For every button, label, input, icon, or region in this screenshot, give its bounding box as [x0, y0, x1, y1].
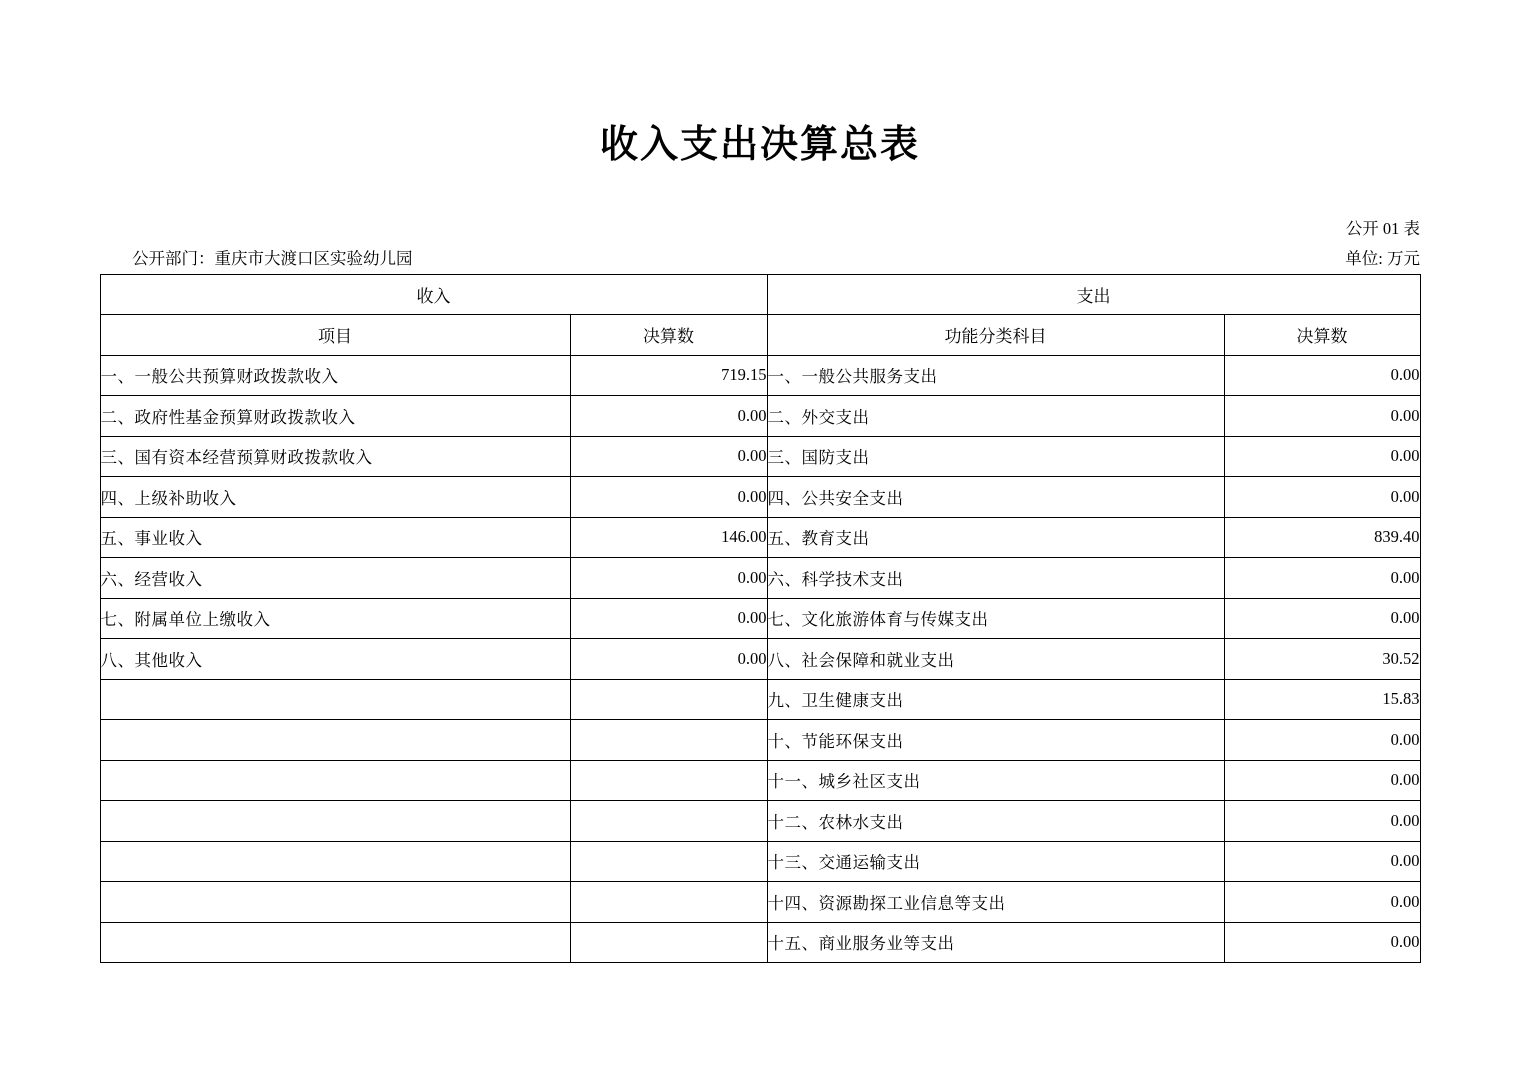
expense-item-cell: 十一、城乡社区支出 [767, 760, 1224, 801]
table-row [100, 436, 1420, 477]
expense-item-cell: 十四、资源勘探工业信息等支出 [767, 882, 1224, 923]
expense-item-cell: 一、一般公共服务支出 [767, 355, 1224, 396]
income-item-cell: 六、经营收入 [100, 558, 570, 599]
department-line: 公开部门：重庆市大渡口区实验幼儿园 [132, 248, 413, 268]
expense-amount-cell: 0.00 [1224, 841, 1420, 882]
expense-amount-cell: 0.00 [1224, 598, 1420, 639]
expense-amount-cell: 0.00 [1224, 922, 1420, 963]
table-row [100, 922, 1420, 963]
form-number: 公开 01 表 [1345, 218, 1420, 238]
income-item-cell: 一、一般公共预算财政拨款收入 [100, 355, 570, 396]
income-item-cell [100, 801, 570, 842]
income-item-cell: 二、政府性基金预算财政拨款收入 [100, 396, 570, 437]
table-row [100, 396, 1420, 437]
expense-item-cell: 五、教育支出 [767, 517, 1224, 558]
income-amount-cell: 0.00 [570, 436, 767, 477]
expense-item-cell: 四、公共安全支出 [767, 477, 1224, 518]
income-item-cell [100, 841, 570, 882]
income-item-cell: 八、其他收入 [100, 639, 570, 680]
income-amount-cell [570, 882, 767, 923]
income-amount-cell: 0.00 [570, 639, 767, 680]
table-row [100, 355, 1420, 396]
expense-amount-cell: 0.00 [1224, 477, 1420, 518]
expense-amount-cell: 0.00 [1224, 355, 1420, 396]
expense-amount-cell: 15.83 [1224, 679, 1420, 720]
income-amount-cell: 0.00 [570, 598, 767, 639]
column-header-expense-item: 功能分类科目 [767, 315, 1224, 356]
expense-item-cell: 十、节能环保支出 [767, 720, 1224, 761]
column-header-expense-amount: 决算数 [1224, 315, 1420, 356]
expense-item-cell: 十二、农林水支出 [767, 801, 1224, 842]
expense-item-cell: 十五、商业服务业等支出 [767, 922, 1224, 963]
amount-unit: 单位: 万元 [1345, 248, 1420, 268]
expense-item-cell: 二、外交支出 [767, 396, 1224, 437]
income-amount-cell [570, 841, 767, 882]
income-item-cell [100, 679, 570, 720]
expense-item-cell: 三、国防支出 [767, 436, 1224, 477]
income-amount-cell: 719.15 [570, 355, 767, 396]
income-amount-cell: 146.00 [570, 517, 767, 558]
expense-amount-cell: 30.52 [1224, 639, 1420, 680]
income-amount-cell [570, 760, 767, 801]
expense-item-cell: 六、科学技术支出 [767, 558, 1224, 599]
column-header-income-amount: 决算数 [570, 315, 767, 356]
income-item-cell [100, 760, 570, 801]
table-row [100, 801, 1420, 842]
income-item-cell: 七、附属单位上缴收入 [100, 598, 570, 639]
income-amount-cell: 0.00 [570, 477, 767, 518]
table-body [100, 355, 1420, 963]
table-row [100, 720, 1420, 761]
income-item-cell: 四、上级补助收入 [100, 477, 570, 518]
income-item-cell [100, 922, 570, 963]
group-header-expenditure: 支出 [767, 274, 1420, 315]
income-item-cell [100, 720, 570, 761]
table-row [100, 598, 1420, 639]
table-column-header-row [100, 315, 1420, 356]
income-item-cell [100, 882, 570, 923]
table-row [100, 882, 1420, 923]
income-item-cell: 三、国有资本经营预算财政拨款收入 [100, 436, 570, 477]
income-amount-cell [570, 922, 767, 963]
document-meta [100, 214, 1420, 274]
table-row [100, 841, 1420, 882]
expense-amount-cell: 0.00 [1224, 760, 1420, 801]
income-amount-cell [570, 679, 767, 720]
table-group-header-row [100, 274, 1420, 315]
expense-item-cell: 十三、交通运输支出 [767, 841, 1224, 882]
table-row [100, 517, 1420, 558]
table-row [100, 639, 1420, 680]
expense-amount-cell: 0.00 [1224, 882, 1420, 923]
expense-amount-cell: 0.00 [1224, 720, 1420, 761]
expense-amount-cell: 0.00 [1224, 436, 1420, 477]
income-amount-cell [570, 801, 767, 842]
expense-item-cell: 八、社会保障和就业支出 [767, 639, 1224, 680]
expense-item-cell: 七、文化旅游体育与传媒支出 [767, 598, 1224, 639]
expense-amount-cell: 0.00 [1224, 801, 1420, 842]
expense-amount-cell: 0.00 [1224, 396, 1420, 437]
expense-amount-cell: 0.00 [1224, 558, 1420, 599]
budget-table [100, 274, 1421, 964]
income-item-cell: 五、事业收入 [100, 517, 570, 558]
group-header-income: 收入 [100, 274, 767, 315]
income-amount-cell: 0.00 [570, 558, 767, 599]
meta-right-block [1345, 214, 1420, 274]
table-row [100, 679, 1420, 720]
expense-amount-cell: 839.40 [1224, 517, 1420, 558]
column-header-income-item: 项目 [100, 315, 570, 356]
expense-item-cell: 九、卫生健康支出 [767, 679, 1224, 720]
page-title: 收入支出决算总表 [599, 122, 920, 166]
table-row [100, 477, 1420, 518]
table-row [100, 558, 1420, 599]
income-amount-cell: 0.00 [570, 396, 767, 437]
income-amount-cell [570, 720, 767, 761]
table-row [100, 760, 1420, 801]
